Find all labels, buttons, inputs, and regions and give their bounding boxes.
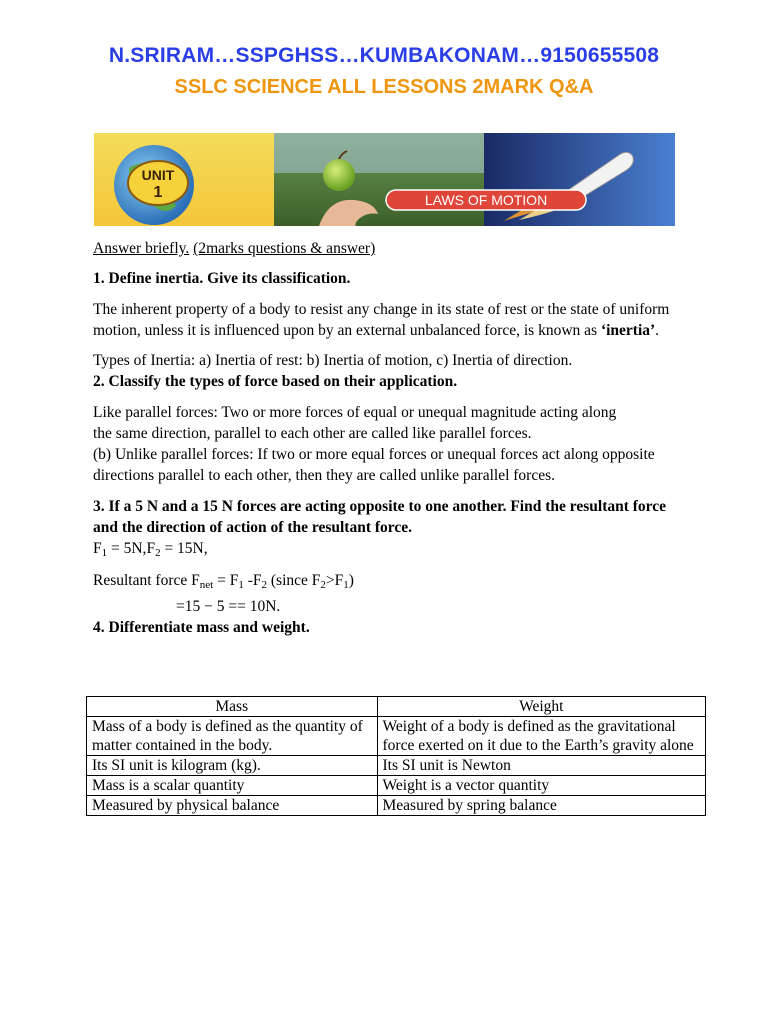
questions-content: [93, 238, 693, 638]
table-cell: Mass of a body is defined as the quantity of matter contained in the body.: [87, 717, 378, 756]
table-cell: Mass is a scalar quantity: [87, 776, 378, 796]
f-symbol: F: [146, 540, 156, 557]
answer-3-resultant: [93, 570, 693, 596]
question-3: 3. If a 5 N and a 15 N forces are acting opposite to one another. Find the resultant force and the direction of action of the resultant force.: [93, 498, 667, 536]
f-symbol: F: [93, 540, 102, 557]
since-gt: >F: [325, 572, 344, 589]
table-row: [87, 756, 706, 776]
question-2: 2. Classify the types of force based on their application.: [93, 373, 458, 390]
question-1: 1. Define inertia. Give its classification.: [93, 270, 351, 287]
intro-line: [93, 238, 693, 259]
subscript-2: 2: [261, 579, 268, 591]
table-header-weight: Weight: [377, 697, 705, 717]
answer-3-given: [93, 538, 693, 564]
apple-icon: [323, 159, 355, 191]
question-4: 4. Differentiate mass and weight.: [93, 619, 310, 636]
resultant-label: Resultant force F: [93, 572, 200, 589]
answer-1-text: The inherent property of a body to resist any change in its state of rest or the state of uniform motion, unless it is influenced upon by an external unbalanced force, is known as: [93, 301, 670, 339]
subscript-net: net: [199, 579, 214, 591]
answer-1-end: .: [655, 322, 660, 339]
given-1: = 5N,: [107, 540, 147, 557]
table-cell: Weight is a vector quantity: [377, 776, 705, 796]
table-cell: Its SI unit is Newton: [377, 756, 705, 776]
header-subject-line: SSLC SCIENCE ALL LESSONS 2MARK Q&A: [174, 76, 594, 98]
answer-briefly-label: Answer briefly.: [93, 240, 190, 257]
header-author-line: N.SRIRAM…SSPGHSS…KUMBAKONAM…9150655508: [108, 44, 660, 67]
subscript-2: 2: [155, 547, 161, 559]
subscript-1: 1: [238, 579, 244, 591]
answer-1-term: ‘inertia’: [600, 322, 656, 339]
table-row: [87, 796, 706, 816]
table-header-mass: Mass: [87, 697, 378, 717]
resultant-eq: = F: [213, 572, 239, 589]
since-open: (since F: [267, 572, 321, 589]
table-row: [87, 717, 706, 756]
subscript-1: 1: [343, 579, 349, 591]
unit-banner: [94, 133, 675, 226]
intro-paren-label: (2marks questions & answer): [193, 240, 376, 257]
banner-title-label: LAWS OF MOTION: [424, 192, 548, 208]
table-header-row: [87, 697, 706, 717]
answer-1-types: Types of Inertia: a) Inertia of rest: b) Inertia of motion, c) Inertia of direction.: [93, 352, 573, 369]
table-cell: Weight of a body is defined as the gravitational force exerted on it due to the Earth’s gravity alone: [377, 717, 705, 756]
table-cell: Measured by physical balance: [87, 796, 378, 816]
answer-1-definition: [93, 299, 693, 341]
table-cell: Its SI unit is kilogram (kg).: [87, 756, 378, 776]
answer-3-calculation: =15 − 5 == 10N.: [176, 598, 281, 615]
since-close: ): [348, 572, 354, 589]
answer-2-line-1: Like parallel forces: Two or more forces of equal or unequal magnitude acting along: [93, 404, 617, 421]
subscript-2: 2: [320, 579, 326, 591]
resultant-minus: -F: [243, 572, 262, 589]
table-row: [87, 776, 706, 796]
unit-word-label: UNIT: [141, 167, 175, 183]
subscript-1: 1: [101, 547, 108, 559]
table-cell: Measured by spring balance: [377, 796, 705, 816]
unit-number-label: 1: [153, 184, 163, 201]
mass-weight-table: [86, 696, 706, 816]
banner-graphic: [94, 133, 675, 226]
answer-2-line-2: the same direction, parallel to each other are called like parallel forces.: [93, 425, 532, 442]
answer-2-line-3: (b) Unlike parallel forces: If two or more equal forces or unequal forces act along opposite directions parallel to each other, then they are called unlike parallel forces.: [93, 446, 655, 484]
given-2: = 15N,: [160, 540, 208, 557]
